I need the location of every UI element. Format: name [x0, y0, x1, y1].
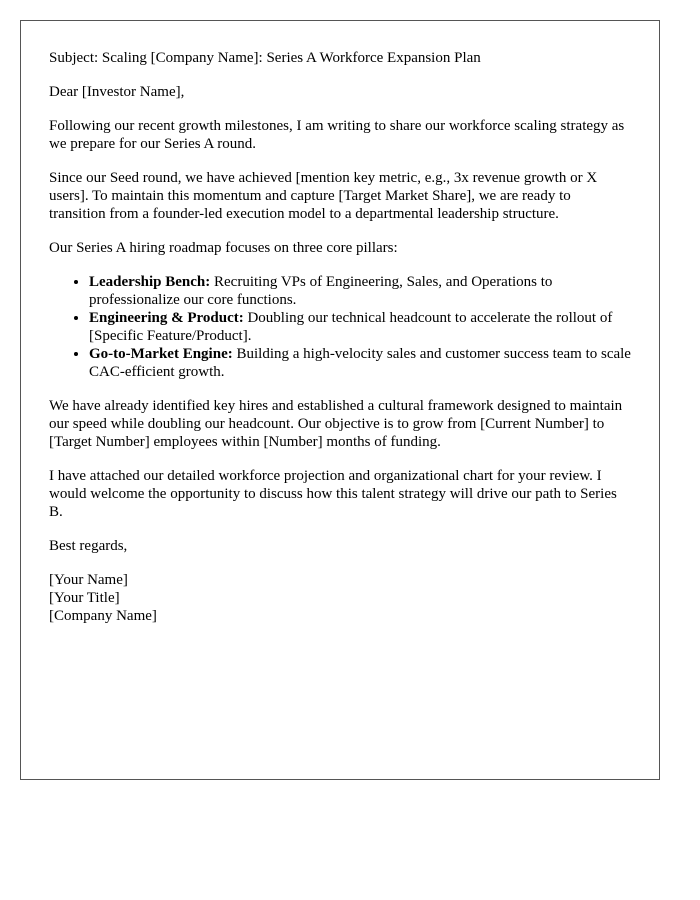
paragraph-roadmap: Our Series A hiring roadmap focuses on three core pillars: — [49, 240, 398, 256]
pillar-text: Recruiting VPs of Engineering, Sales, and Operations to professionalize our core functions. — [89, 274, 553, 308]
pillar-item-engineering — [89, 309, 631, 345]
paragraph-key-hires: We have already identified key hires and established a cultural framework designed to maintain our speed while doubling our headcount. Our objective is to grow from [Current Number] to [Target Number] employees within [Number] months of funding. — [49, 398, 623, 450]
pillar-title: Go-to-Market Engine: — [89, 346, 233, 362]
pillar-text: Building a high-velocity sales and customer success team to scale CAC-efficient growth. — [89, 346, 631, 380]
signature-name: [Your Name] — [49, 572, 128, 588]
greeting: Dear [Investor Name], — [49, 84, 185, 100]
paragraph-intro: Following our recent growth milestones, I am writing to share our workforce scaling strategy as we prepare for our Series A round. — [49, 118, 625, 152]
paragraph-seed-round: Since our Seed round, we have achieved [mention key metric, e.g., 3x revenue growth or X users]. To maintain this momentum and capture [Target Market Share], we are ready to transition from a founder-led execution model to a departmental leadership structure. — [49, 170, 598, 222]
subject-line: Subject: Scaling [Company Name]: Series A Workforce Expansion Plan — [49, 50, 481, 66]
paragraph-attachment: I have attached our detailed workforce projection and organizational chart for your review. I would welcome the opportunity to discuss how this talent strategy will drive our path to Series B. — [49, 468, 617, 520]
pillar-title: Leadership Bench: — [89, 274, 211, 290]
signoff: Best regards, — [49, 538, 128, 554]
letter-document — [20, 20, 660, 780]
signature-block — [49, 571, 631, 625]
pillar-text: Doubling our technical headcount to accelerate the rollout of [Specific Feature/Product]. — [89, 310, 613, 344]
pillar-title: Engineering & Product: — [89, 310, 244, 326]
pillar-list — [49, 273, 631, 381]
signature-company: [Company Name] — [49, 608, 157, 624]
pillar-item-go-to-market — [89, 345, 631, 381]
pillar-item-leadership — [89, 273, 631, 309]
signature-title: [Your Title] — [49, 590, 120, 606]
